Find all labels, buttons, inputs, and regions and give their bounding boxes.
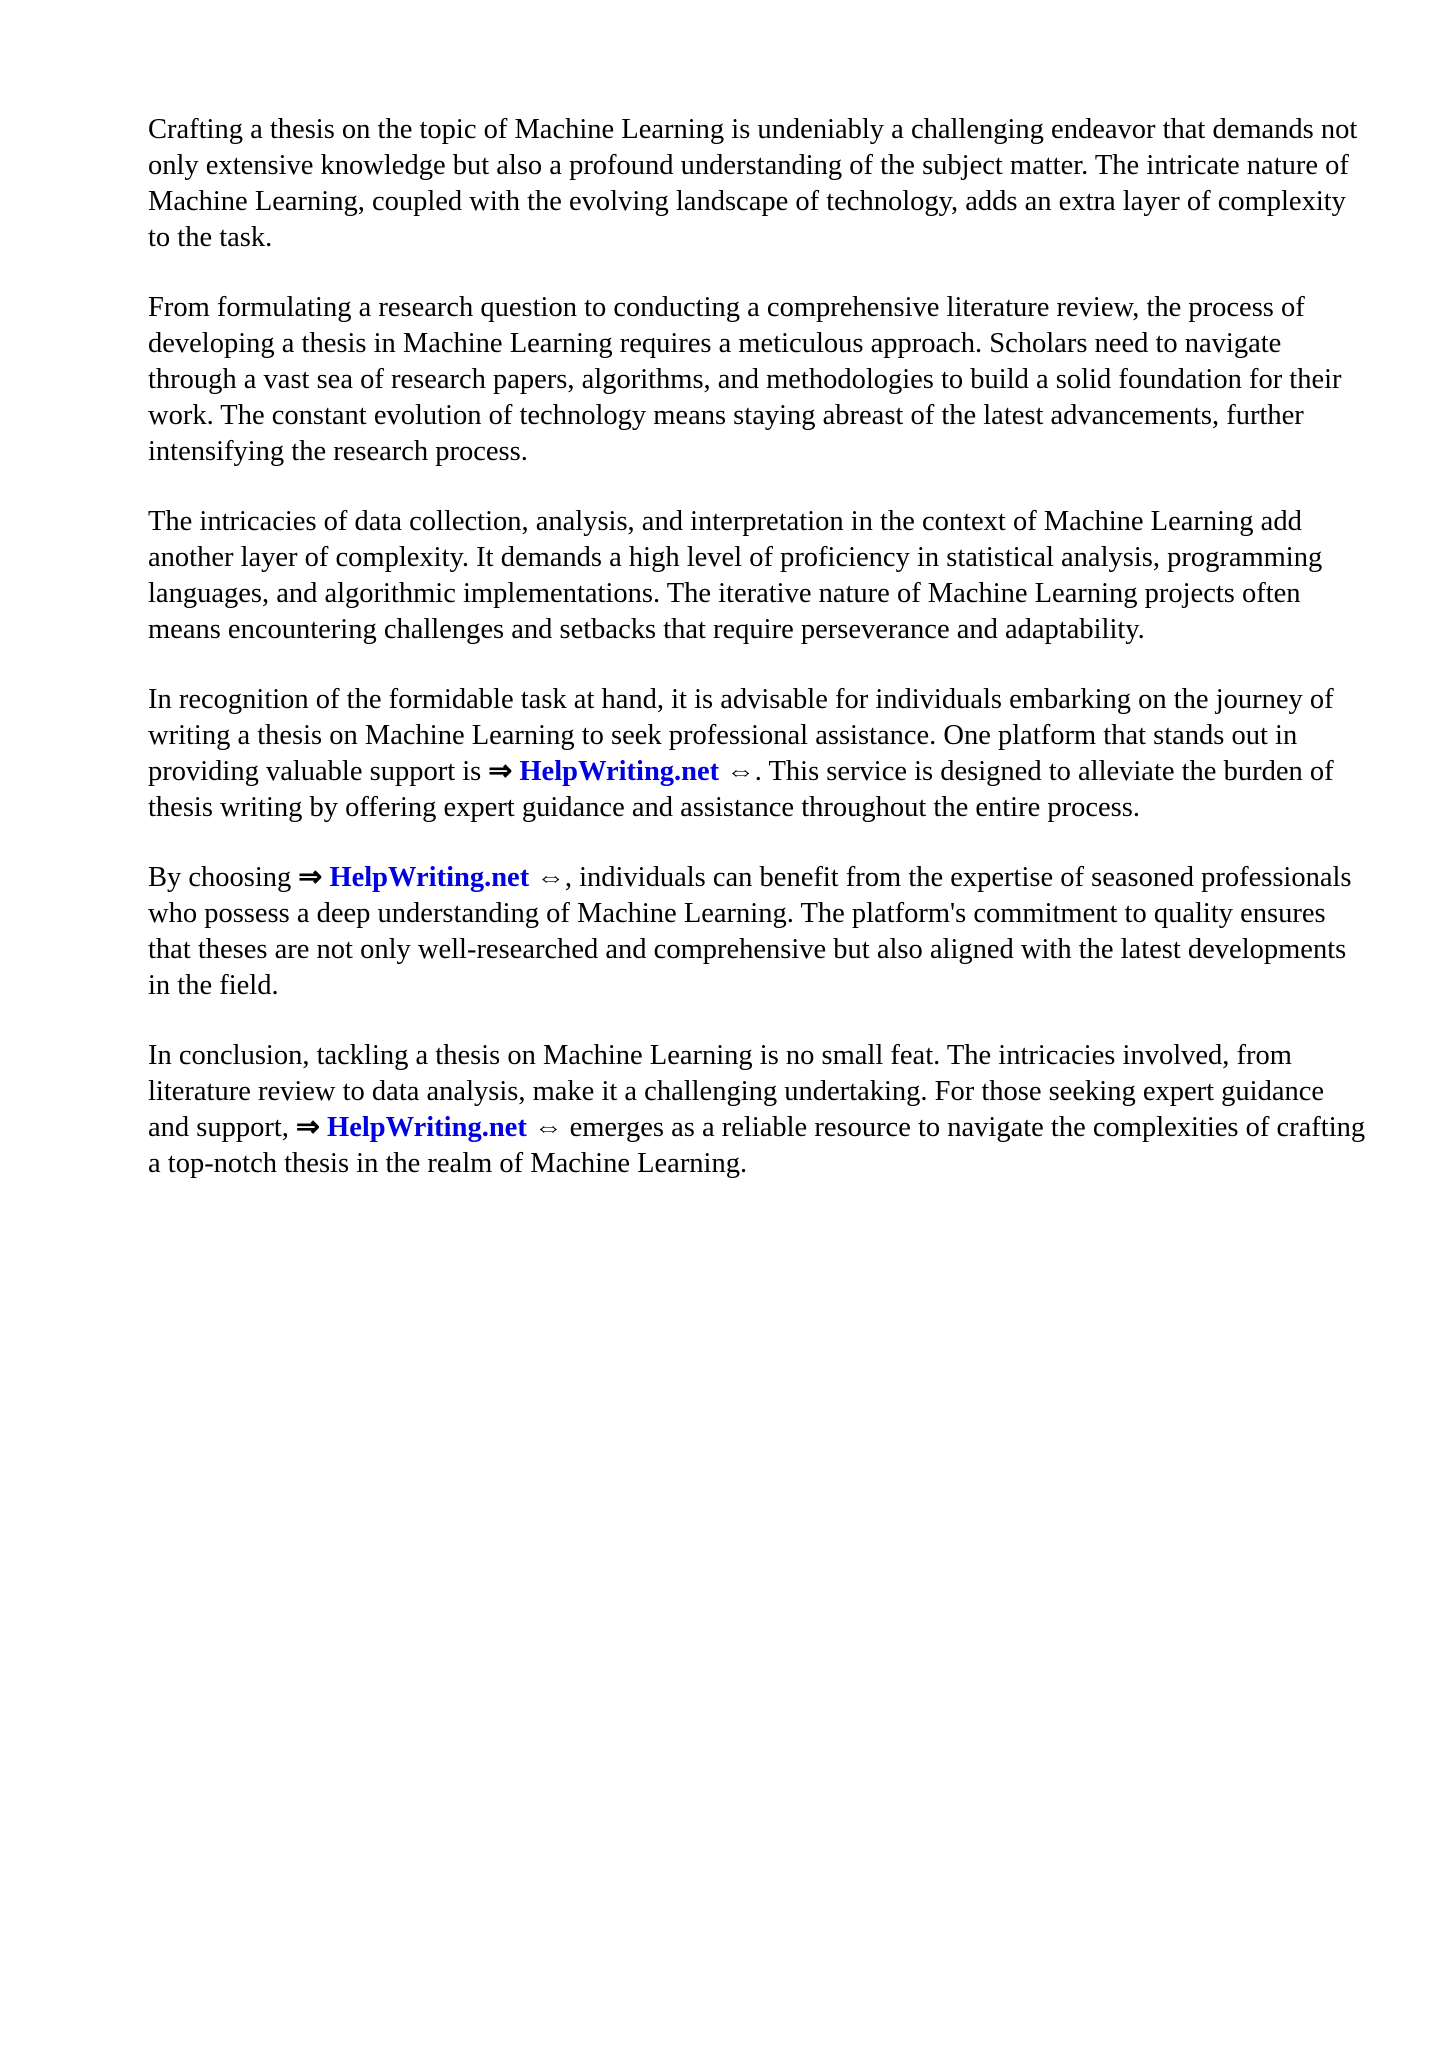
right-double-arrow-icon: ⇒ (298, 862, 330, 893)
helpwriting-link[interactable]: HelpWriting.net (519, 756, 720, 787)
paragraph (148, 112, 1370, 256)
paragraph-text: By choosing (148, 862, 299, 893)
left-right-double-arrow-icon: ⇔ (719, 756, 755, 787)
right-double-arrow-icon: ⇒ (296, 1112, 328, 1143)
paragraph-text: , individuals can benefit from the expertise of seasoned professionals who possess a deep understanding of Machine Learning. The platform's commitment to quality ensures that theses are not only well-researched and comprehensive but also aligned with the latest developments in the field. (148, 862, 1352, 1001)
paragraph-text: The intricacies of data collection, analysis, and interpretation in the context of Machine Learning add another layer of complexity. It demands a high level of proficiency in statistical analysis, programming languages, and algorithmic implementations. The iterative nature of Machine Learning projects often means encountering challenges and setbacks that require perseverance and adaptability. (148, 506, 1323, 645)
paragraph-text: . This service is designed to alleviate the burden of thesis writing by offering expert guidance and assistance throughout the entire process. (148, 756, 1334, 823)
paragraph-text: In conclusion, tackling a thesis on Machine Learning is no small feat. The intricacies involved, from literature review to data analysis, make it a challenging undertaking. For those seeking expert guidance and support, (148, 1040, 1325, 1143)
paragraph (148, 860, 1370, 1004)
helpwriting-link[interactable]: HelpWriting.net (327, 1112, 527, 1143)
paragraph-text: From formulating a research question to conducting a comprehensive literature review, the process of developing a thesis in Machine Learning requires a meticulous approach. Scholars need to navigate through a vast sea of research papers, algorithms, and methodologies to build a solid foundation for their work. The constant evolution of technology means staying abreast of the latest advancements, further intensifying the research process. (148, 292, 1342, 467)
right-double-arrow-icon: ⇒ (488, 756, 520, 787)
paragraph-text: emerges as a reliable resource to navigate the complexities of crafting a top-notch thesis in the realm of Machine Learning. (148, 1112, 1366, 1179)
left-right-double-arrow-icon: ⇔ (526, 1112, 563, 1143)
document-body (148, 112, 1370, 1216)
paragraph (148, 504, 1370, 648)
paragraph (148, 682, 1370, 826)
helpwriting-link[interactable]: HelpWriting.net (329, 862, 530, 893)
left-right-double-arrow-icon: ⇔ (529, 862, 565, 893)
paragraph-text: Crafting a thesis on the topic of Machine Learning is undeniably a challenging endeavor that demands not only extensive knowledge but also a profound understanding of the subject matter. The intricate nature of Machine Learning, coupled with the evolving landscape of technology, adds an extra layer of complexity to the task. (148, 114, 1358, 253)
paragraph (148, 290, 1370, 470)
paragraph (148, 1038, 1370, 1182)
paragraph-text: In recognition of the formidable task at hand, it is advisable for individuals embarking on the journey of writing a thesis on Machine Learning to seek professional assistance. One platform that stands out in providing valuable support is (148, 684, 1334, 787)
